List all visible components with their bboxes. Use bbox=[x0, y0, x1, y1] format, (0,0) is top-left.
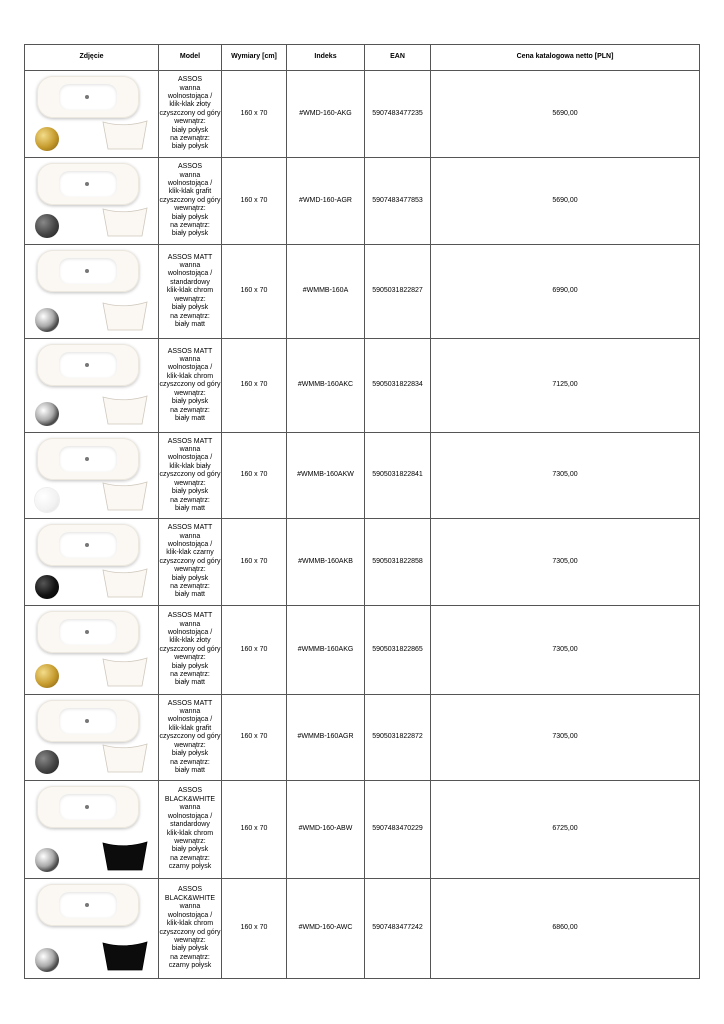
bathtub-top-view-image bbox=[37, 884, 139, 926]
model-cell: ASSOS MATT wanna wolnostojąca / klik-klak czarny czyszczony od góry wewnątrz: biały połysk na zewnątrz: biały matt bbox=[159, 519, 222, 606]
model-cell: ASSOS BLACK&WHITE wanna wolnostojąca / standardowy klik-klak chrom wewnątrz: biały połysk na zewnątrz: czarny połysk bbox=[159, 781, 222, 879]
dimensions-cell: 160 x 70 bbox=[222, 781, 287, 879]
product-photo-cell bbox=[25, 879, 159, 979]
price-cell: 5690,00 bbox=[431, 71, 700, 158]
ean-cell: 5905031822834 bbox=[365, 339, 431, 433]
price-cell: 6860,00 bbox=[431, 879, 700, 979]
model-cell: ASSOS BLACK&WHITE wanna wolnostojąca / klik-klak chrom czyszczony od góry wewnątrz: biały połysk na zewnątrz: czarny połysk bbox=[159, 879, 222, 979]
index-cell: #WMD-160-AGR bbox=[287, 158, 365, 245]
index-cell: #WMMB-160AGR bbox=[287, 695, 365, 781]
finish-swatch-icon bbox=[35, 402, 59, 426]
bathtub-side-view-image bbox=[102, 940, 148, 972]
finish-swatch-icon bbox=[35, 127, 59, 151]
finish-swatch-icon bbox=[35, 488, 59, 512]
index-cell: #WMMB-160AKB bbox=[287, 519, 365, 606]
bathtub-side-view-image bbox=[102, 206, 148, 238]
table-row bbox=[25, 339, 700, 433]
product-photo-cell bbox=[25, 519, 159, 606]
finish-swatch-icon bbox=[35, 848, 59, 872]
bathtub-side-view-image bbox=[102, 567, 148, 599]
bathtub-side-view-image bbox=[102, 300, 148, 332]
product-photo-cell bbox=[25, 71, 159, 158]
product-photo-cell bbox=[25, 606, 159, 695]
dimensions-cell: 160 x 70 bbox=[222, 695, 287, 781]
index-cell: #WMMB-160A bbox=[287, 245, 365, 339]
price-cell: 7305,00 bbox=[431, 695, 700, 781]
dimensions-cell: 160 x 70 bbox=[222, 339, 287, 433]
bathtub-top-view-image bbox=[37, 344, 139, 386]
index-cell: #WMD-160-ABW bbox=[287, 781, 365, 879]
header-index: Indeks bbox=[287, 45, 365, 71]
bathtub-top-view-image bbox=[37, 786, 139, 828]
bathtub-top-view-image bbox=[37, 438, 139, 480]
product-photo-cell bbox=[25, 695, 159, 781]
bathtub-top-view-image bbox=[37, 611, 139, 653]
finish-swatch-icon bbox=[35, 308, 59, 332]
product-photo-cell bbox=[25, 245, 159, 339]
price-cell: 7125,00 bbox=[431, 339, 700, 433]
dimensions-cell: 160 x 70 bbox=[222, 606, 287, 695]
ean-cell: 5905031822858 bbox=[365, 519, 431, 606]
model-cell: ASSOS wanna wolnostojąca / klik-klak grafit czyszczony od góry wewnątrz: biały połysk na zewnątrz: biały połysk bbox=[159, 158, 222, 245]
table-row bbox=[25, 245, 700, 339]
dimensions-cell: 160 x 70 bbox=[222, 519, 287, 606]
header-price: Cena katalogowa netto [PLN] bbox=[431, 45, 700, 71]
bathtub-side-view-image bbox=[102, 119, 148, 151]
bathtub-side-view-image bbox=[102, 840, 148, 872]
bathtub-top-view-image bbox=[37, 76, 139, 118]
price-cell: 7305,00 bbox=[431, 433, 700, 519]
table-row bbox=[25, 158, 700, 245]
table-row bbox=[25, 781, 700, 879]
bathtub-side-view-image bbox=[102, 742, 148, 774]
bathtub-side-view-image bbox=[102, 656, 148, 688]
dimensions-cell: 160 x 70 bbox=[222, 71, 287, 158]
ean-cell: 5905031822872 bbox=[365, 695, 431, 781]
ean-cell: 5907483470229 bbox=[365, 781, 431, 879]
bathtub-top-view-image bbox=[37, 163, 139, 205]
header-model: Model bbox=[159, 45, 222, 71]
product-photo-cell bbox=[25, 339, 159, 433]
ean-cell: 5907483477242 bbox=[365, 879, 431, 979]
bathtub-top-view-image bbox=[37, 524, 139, 566]
finish-swatch-icon bbox=[35, 750, 59, 774]
product-photo-cell bbox=[25, 781, 159, 879]
finish-swatch-icon bbox=[35, 948, 59, 972]
index-cell: #WMD-160-AKG bbox=[287, 71, 365, 158]
model-cell: ASSOS MATT wanna wolnostojąca / klik-klak biały czyszczony od góry wewnątrz: biały połysk na zewnątrz: biały matt bbox=[159, 433, 222, 519]
ean-cell: 5907483477853 bbox=[365, 158, 431, 245]
table-row bbox=[25, 71, 700, 158]
header-ean: EAN bbox=[365, 45, 431, 71]
finish-swatch-icon bbox=[35, 575, 59, 599]
table-row bbox=[25, 879, 700, 979]
finish-swatch-icon bbox=[35, 664, 59, 688]
price-cell: 7305,00 bbox=[431, 519, 700, 606]
price-list-table bbox=[24, 44, 700, 979]
price-cell: 5690,00 bbox=[431, 158, 700, 245]
product-photo-cell bbox=[25, 433, 159, 519]
dimensions-cell: 160 x 70 bbox=[222, 158, 287, 245]
model-cell: ASSOS MATT wanna wolnostojąca / klik-klak grafit czyszczony od góry wewnątrz: biały połysk na zewnątrz: biały matt bbox=[159, 695, 222, 781]
table-row bbox=[25, 519, 700, 606]
price-cell: 6725,00 bbox=[431, 781, 700, 879]
index-cell: #WMMB-160AKC bbox=[287, 339, 365, 433]
bathtub-top-view-image bbox=[37, 250, 139, 292]
model-cell: ASSOS MATT wanna wolnostojąca / klik-klak złoty czyszczony od góry wewnątrz: biały połysk na zewnątrz: biały matt bbox=[159, 606, 222, 695]
finish-swatch-icon bbox=[35, 214, 59, 238]
table-row bbox=[25, 433, 700, 519]
product-photo-cell bbox=[25, 158, 159, 245]
model-cell: ASSOS MATT wanna wolnostojąca / klik-klak chrom czyszczony od góry wewnątrz: biały połysk na zewnątrz: biały matt bbox=[159, 339, 222, 433]
ean-cell: 5905031822865 bbox=[365, 606, 431, 695]
table-row bbox=[25, 606, 700, 695]
table-row bbox=[25, 695, 700, 781]
bathtub-side-view-image bbox=[102, 394, 148, 426]
index-cell: #WMMB-160AKW bbox=[287, 433, 365, 519]
bathtub-side-view-image bbox=[102, 480, 148, 512]
dimensions-cell: 160 x 70 bbox=[222, 245, 287, 339]
header-photo: Zdjęcie bbox=[25, 45, 159, 71]
dimensions-cell: 160 x 70 bbox=[222, 879, 287, 979]
model-cell: ASSOS wanna wolnostojąca / klik-klak złoty czyszczony od góry wewnątrz: biały połysk na zewnątrz: biały połysk bbox=[159, 71, 222, 158]
index-cell: #WMMB-160AKG bbox=[287, 606, 365, 695]
header-dimensions: Wymiary [cm] bbox=[222, 45, 287, 71]
dimensions-cell: 160 x 70 bbox=[222, 433, 287, 519]
price-cell: 7305,00 bbox=[431, 606, 700, 695]
ean-cell: 5905031822827 bbox=[365, 245, 431, 339]
ean-cell: 5907483477235 bbox=[365, 71, 431, 158]
model-cell: ASSOS MATT wanna wolnostojąca / standardowy klik-klak chrom wewnątrz: biały połysk na zewnątrz: biały matt bbox=[159, 245, 222, 339]
price-cell: 6990,00 bbox=[431, 245, 700, 339]
bathtub-top-view-image bbox=[37, 700, 139, 742]
ean-cell: 5905031822841 bbox=[365, 433, 431, 519]
index-cell: #WMD-160-AWC bbox=[287, 879, 365, 979]
table-header-row bbox=[25, 45, 700, 71]
